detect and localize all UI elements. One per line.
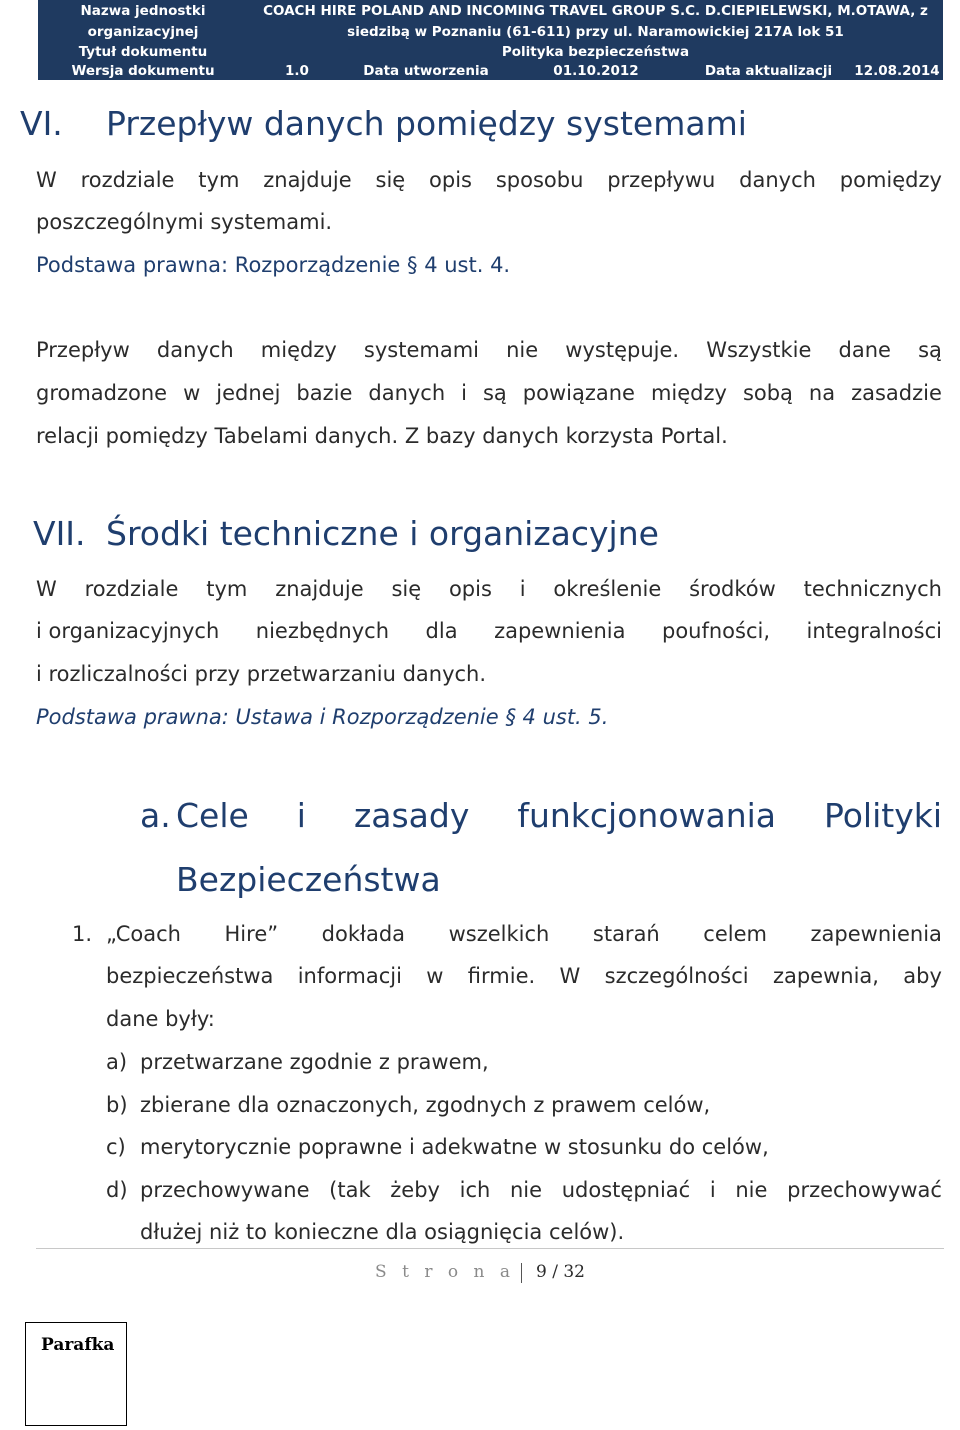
section-6-desc-line1 xyxy=(36,168,942,192)
word: i xyxy=(519,577,526,601)
word: pomiędzy xyxy=(839,168,942,192)
word: zasadzie xyxy=(851,381,942,405)
header-value-title: Polityka bezpieczeństwa xyxy=(248,42,943,62)
word: są xyxy=(918,338,942,362)
word: starań xyxy=(592,922,660,946)
header-value-updated: 12.08.2014 xyxy=(851,62,943,80)
word: rozdziale xyxy=(80,168,175,192)
header-row-unit-name xyxy=(38,0,943,21)
word: funkcjonowania xyxy=(517,796,777,835)
word: wszelkich xyxy=(448,922,550,946)
word: Cele xyxy=(176,796,249,835)
section-6-title: Przepływ danych pomiędzy systemami xyxy=(106,104,747,143)
word: żeby xyxy=(390,1178,440,1202)
section-7-desc-line3: i rozliczalności przy przetwarzaniu danych. xyxy=(36,662,487,686)
header-label-unit: Nazwa jednostki xyxy=(38,0,248,21)
word: sobą xyxy=(742,381,793,405)
word: i xyxy=(296,796,306,835)
header-row-version xyxy=(38,62,943,80)
word: tym xyxy=(206,577,248,601)
footer-separator xyxy=(521,1263,522,1283)
subsection-a-title-line1 xyxy=(176,796,942,835)
word: sposobu xyxy=(495,168,584,192)
word: niezbędnych xyxy=(255,619,390,643)
word: bezpieczeństwa xyxy=(106,964,274,988)
word: W xyxy=(559,964,581,988)
section-6-number: VI. xyxy=(20,104,63,143)
list-item-b: zbierane dla oznaczonych, zgodnych z prawem celów, xyxy=(140,1093,711,1117)
word: zapewnienia xyxy=(494,619,626,643)
header-label-unit-cont: organizacyjnej xyxy=(38,21,248,42)
section-6-body-line2 xyxy=(36,381,942,405)
word: Przepływ xyxy=(36,338,130,362)
word: w xyxy=(183,381,201,405)
subsection-a-title-line2: Bezpieczeństwa xyxy=(176,860,441,899)
word: danych xyxy=(156,338,234,362)
word: opis xyxy=(429,168,472,192)
item-1-line3: dane były: xyxy=(106,1007,215,1031)
section-7-desc-line2 xyxy=(36,619,942,643)
word: przechowywać xyxy=(787,1178,942,1202)
section-7-title: Środki techniczne i organizacyjne xyxy=(106,514,659,553)
page-footer xyxy=(0,1262,960,1283)
document-header xyxy=(38,0,943,80)
section-7-desc-line1 xyxy=(36,577,942,601)
footer-divider xyxy=(36,1248,944,1249)
word: gromadzone xyxy=(36,381,168,405)
word: powiązane xyxy=(522,381,635,405)
section-7-number: VII. xyxy=(33,514,86,553)
word: znajduje xyxy=(275,577,364,601)
word: tym xyxy=(198,168,240,192)
word: firmie. xyxy=(467,964,536,988)
word: (tak xyxy=(329,1178,371,1202)
word: W xyxy=(36,577,57,601)
word: nie xyxy=(506,338,539,362)
list-item-d-line2: dłużej niż to konieczne dla osiągnięcia celów). xyxy=(140,1220,625,1244)
word: i xyxy=(461,381,467,405)
section-7-legal-basis: Podstawa prawna: Ustawa i Rozporządzenie § 4 ust. 5. xyxy=(36,705,609,729)
list-item-c: merytorycznie poprawne i adekwatne w stosunku do celów, xyxy=(140,1135,769,1159)
word: opis xyxy=(448,577,492,601)
word: w xyxy=(426,964,444,988)
word: ich xyxy=(459,1178,491,1202)
word: między xyxy=(650,381,727,405)
word: Wszystkie xyxy=(706,338,812,362)
word: informacji xyxy=(297,964,402,988)
word: jednej xyxy=(216,381,281,405)
list-item-d-line1 xyxy=(140,1178,942,1202)
section-6-body-line3: relacji pomiędzy Tabelami danych. Z bazy danych korzysta Portal. xyxy=(36,424,728,448)
word: nie xyxy=(735,1178,768,1202)
list-item-a: przetwarzane zgodnie z prawem, xyxy=(140,1050,489,1074)
word: nie xyxy=(510,1178,543,1202)
word: zasady xyxy=(353,796,470,835)
word: bazie xyxy=(296,381,353,405)
word: systemami xyxy=(363,338,479,362)
word: na xyxy=(808,381,836,405)
initials-label: Parafka xyxy=(41,1335,115,1355)
word: zapewnia, xyxy=(772,964,879,988)
item-1-number: 1. xyxy=(72,922,93,946)
footer-page-number: 9 / 32 xyxy=(535,1262,585,1282)
item-1-line1 xyxy=(106,922,942,946)
word: przechowywane xyxy=(140,1178,310,1202)
word: szczególności xyxy=(604,964,749,988)
word: przepływu xyxy=(607,168,716,192)
word: „Coach xyxy=(106,922,181,946)
word: i xyxy=(709,1178,716,1202)
word: Polityki xyxy=(824,796,942,835)
word: i organizacyjnych xyxy=(36,619,220,643)
header-label-title: Tytuł dokumentu xyxy=(38,42,248,62)
section-6-body-line1 xyxy=(36,338,942,362)
word: dla xyxy=(425,619,458,643)
word: danych xyxy=(368,381,446,405)
word: występuje. xyxy=(565,338,680,362)
item-1-line2 xyxy=(106,964,942,988)
word: udostępniać xyxy=(561,1178,691,1202)
word: poufności, xyxy=(661,619,771,643)
word: aby xyxy=(903,964,942,988)
word: rozdziale xyxy=(84,577,179,601)
footer-page-label: S t r o n a xyxy=(375,1262,515,1282)
header-value-unit-cont: siedzibą w Poznaniu (61-611) przy ul. Naramowickiej 217A lok 51 xyxy=(248,21,943,42)
word: środków xyxy=(689,577,776,601)
list-marker-b: b) xyxy=(106,1093,128,1117)
header-label-created: Data utworzenia xyxy=(346,62,506,80)
word: danych xyxy=(739,168,816,192)
word: znajduje xyxy=(263,168,352,192)
word: Hire” xyxy=(224,922,279,946)
subsection-a-marker: a. xyxy=(140,796,171,835)
word: technicznych xyxy=(803,577,942,601)
section-6-desc-line2: poszczególnymi systemami. xyxy=(36,210,333,234)
section-6-legal-basis: Podstawa prawna: Rozporządzenie § 4 ust. 4. xyxy=(36,253,511,277)
word: dane xyxy=(838,338,891,362)
word: dokłada xyxy=(321,922,406,946)
word: celem xyxy=(703,922,767,946)
header-value-version: 1.0 xyxy=(248,62,346,80)
header-label-version: Wersja dokumentu xyxy=(38,62,248,80)
word: integralności xyxy=(806,619,942,643)
word: się xyxy=(375,168,406,192)
header-value-unit: COACH HIRE POLAND AND INCOMING TRAVEL GROUP S.C. D.CIEPIELEWSKI, M.OTAWA, z xyxy=(248,0,943,21)
word: są xyxy=(482,381,507,405)
header-value-created: 01.10.2012 xyxy=(506,62,686,80)
header-row-unit-name-cont xyxy=(38,21,943,42)
word: określenie xyxy=(553,577,662,601)
word: między xyxy=(260,338,337,362)
word: zapewnienia xyxy=(810,922,942,946)
initials-box xyxy=(25,1322,127,1426)
word: się xyxy=(391,577,422,601)
list-marker-d: d) xyxy=(106,1178,128,1202)
header-row-title xyxy=(38,42,943,62)
word: W xyxy=(36,168,57,192)
list-marker-c: c) xyxy=(106,1135,126,1159)
list-marker-a: a) xyxy=(106,1050,128,1074)
header-label-updated: Data aktualizacji xyxy=(686,62,851,80)
